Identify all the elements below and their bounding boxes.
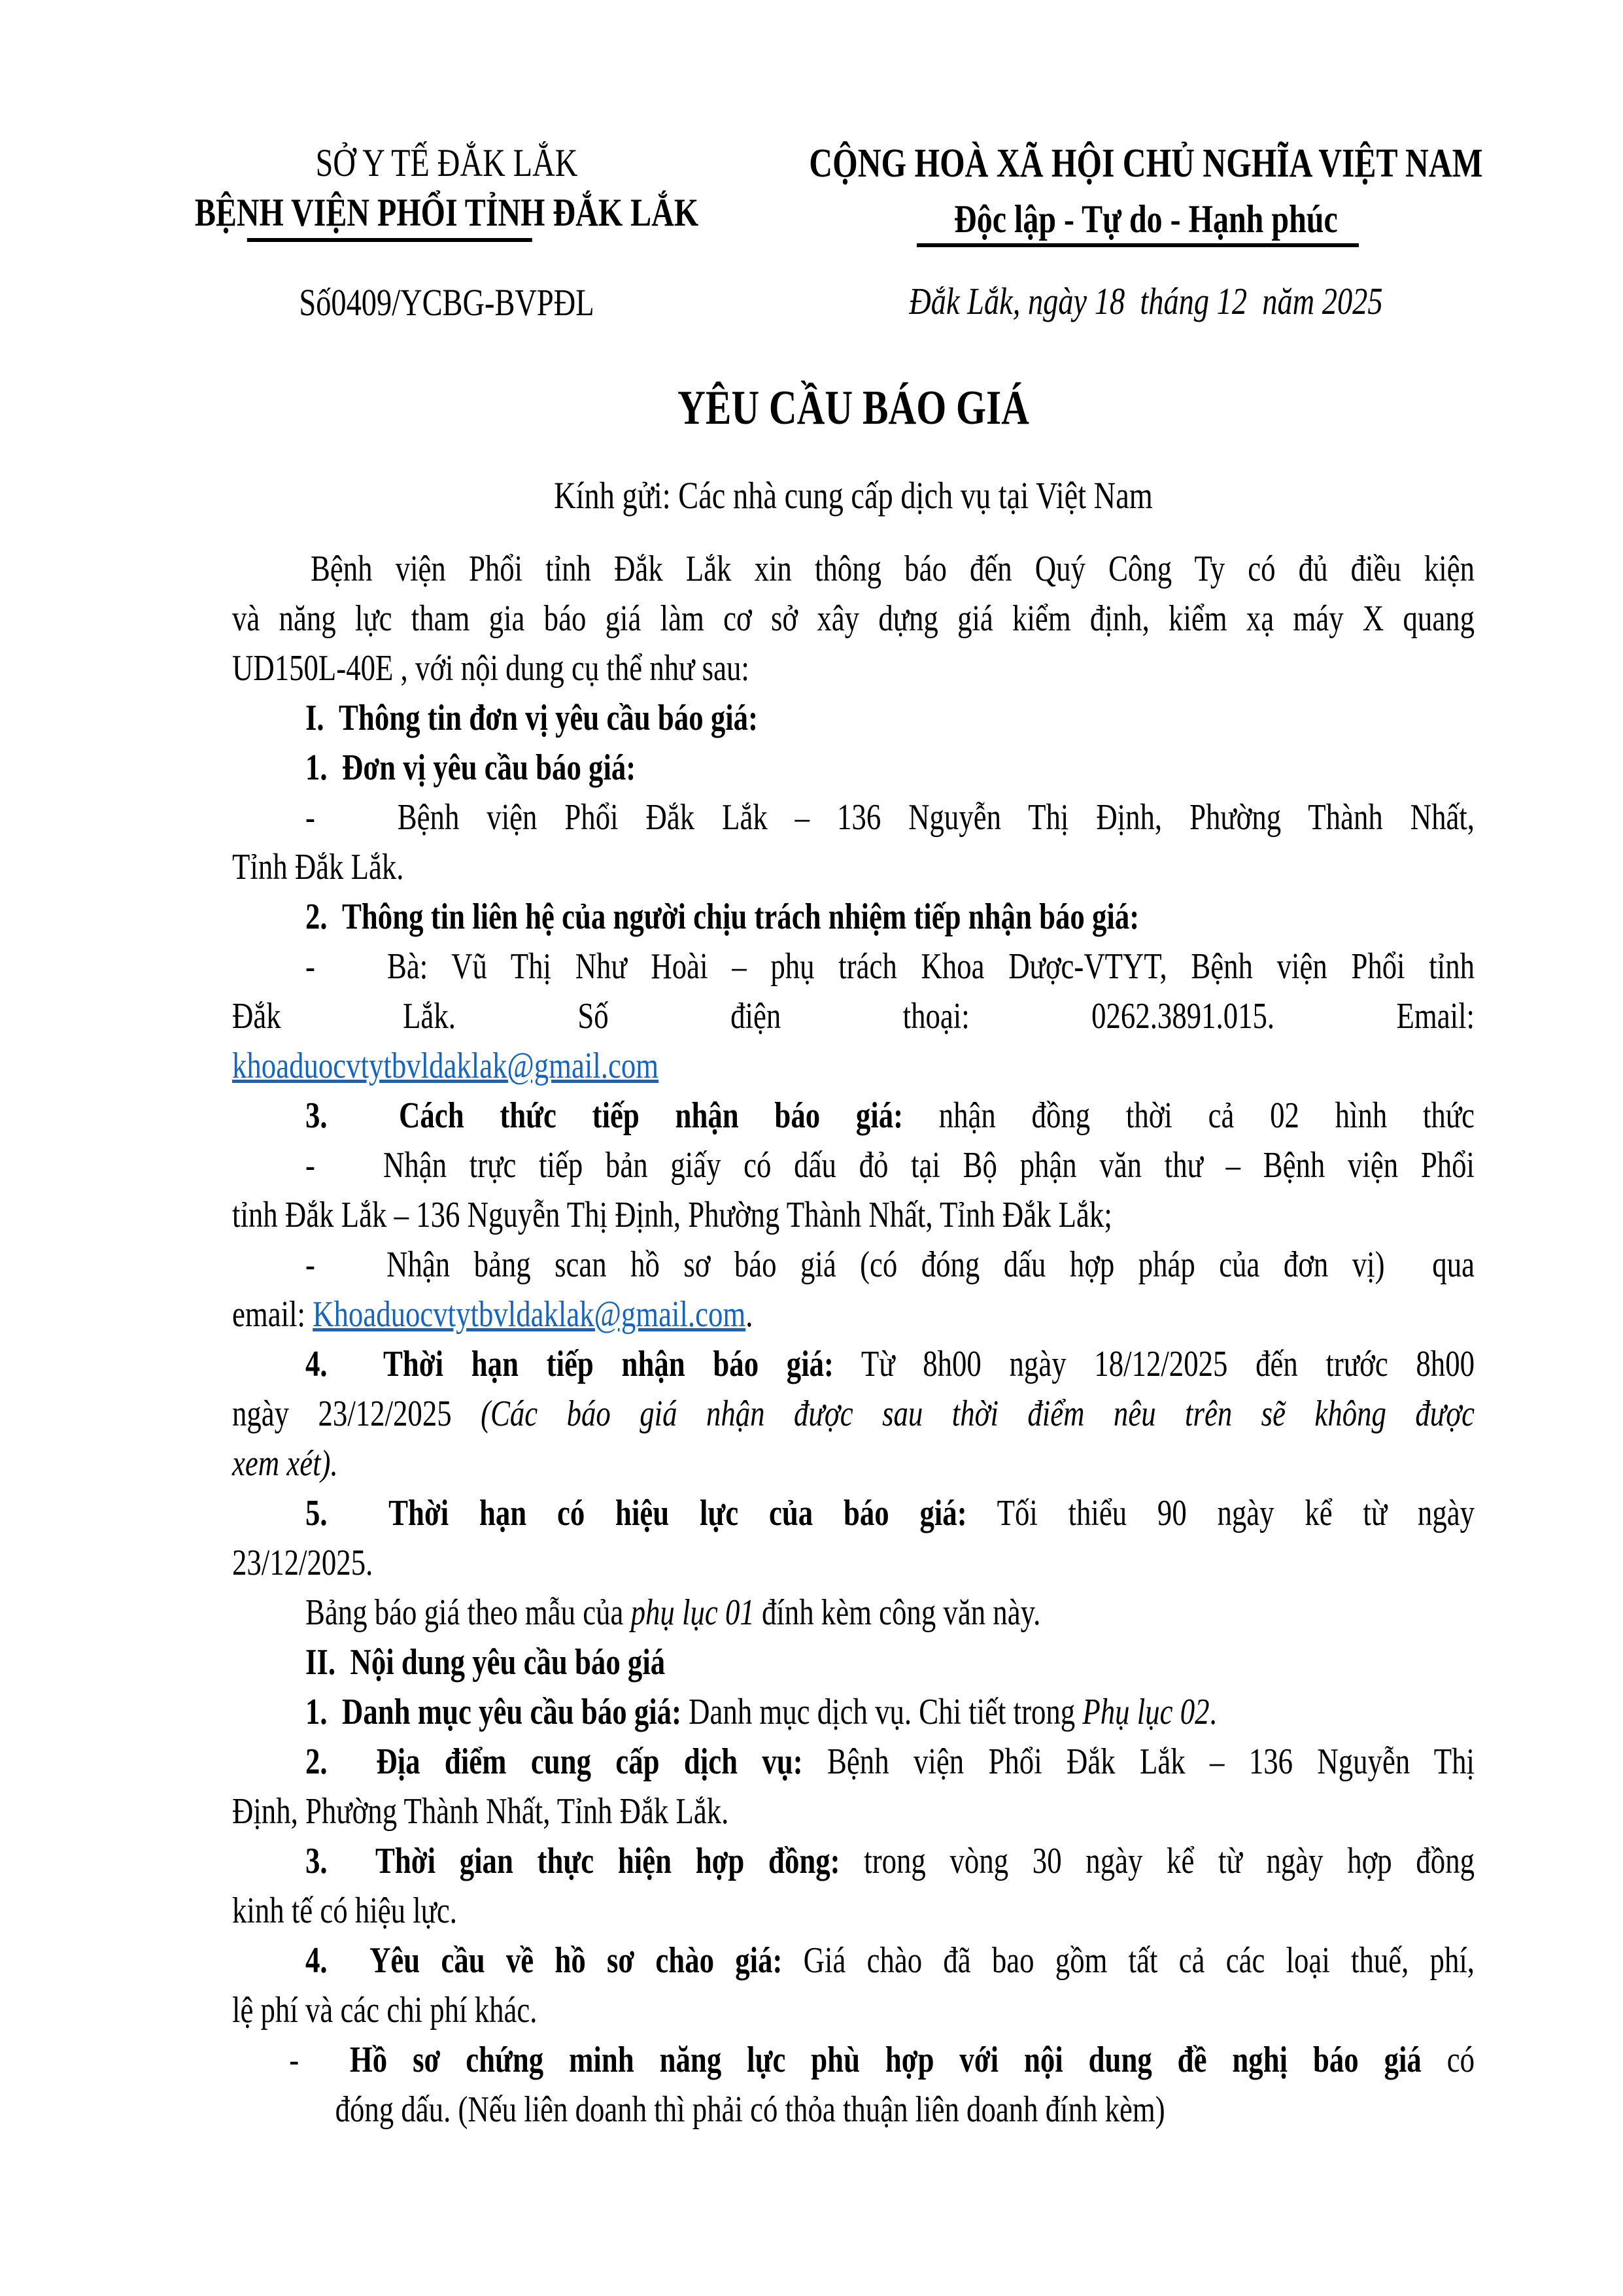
text-run: II. Nội dung yêu cầu báo giá xyxy=(305,1642,666,1683)
text-run: lệ phí và các chi phí khác. xyxy=(232,1990,538,2030)
body-line xyxy=(232,743,1475,793)
text-run: 3. Cách thức tiếp nhận báo giá: xyxy=(305,1095,904,1136)
text-run: 2. Địa điểm cung cấp dịch vụ: xyxy=(305,1741,803,1782)
text-run: ngày 23/12/2025 xyxy=(232,1394,481,1434)
body-line xyxy=(232,1389,1475,1439)
body-line xyxy=(232,1091,1475,1140)
body-line xyxy=(232,1190,1475,1240)
organization-name: BỆNH VIỆN PHỔI TỈNH ĐẮK LẮK xyxy=(194,191,699,234)
body-line xyxy=(232,1140,1475,1190)
body-line xyxy=(232,1787,1475,1836)
text-run: 4. Yêu cầu về hồ sơ chào giá: xyxy=(305,1940,783,1981)
body-line xyxy=(232,1687,1475,1737)
text-run: trong vòng 30 ngày kể từ ngày hợp đồng xyxy=(840,1841,1475,1881)
text-run: 3. Thời gian thực hiện hợp đồng: xyxy=(305,1841,840,1881)
text-run: 23/12/2025. xyxy=(232,1543,373,1583)
text-run: Bệnh viện Phổi tỉnh Đắk Lắk xin thông báo đến Quý Công Ty có đủ điều kiện xyxy=(311,549,1475,589)
body-line xyxy=(232,942,1475,991)
text-run: email: xyxy=(232,1294,313,1335)
text-run: kinh tế có hiệu lực. xyxy=(232,1891,458,1931)
header-left-column xyxy=(152,139,741,348)
body-line xyxy=(232,2085,1475,2134)
text-run: (Các báo giá nhận được sau thời điểm nêu trên sẽ không được xyxy=(481,1394,1475,1434)
body-line xyxy=(232,1886,1475,1936)
body-line xyxy=(232,544,1475,594)
text-run: 1. Danh mục yêu cầu báo giá: xyxy=(305,1692,681,1732)
body-line xyxy=(232,1985,1475,2035)
text-run: tỉnh Đắk Lắk – 136 Nguyễn Thị Định, Phường Thành Nhất, Tỉnh Đắk Lắk; xyxy=(232,1195,1112,1235)
text-run: Đắk Lắk. Số điện thoại: 0262.3891.015. Email: xyxy=(232,996,1475,1037)
body-line xyxy=(232,1936,1475,1985)
text-run: và năng lực tham gia báo giá làm cơ sở xây dựng giá kiểm định, kiểm xạ máy X quang xyxy=(232,598,1475,639)
salutation: Kính gửi: Các nhà cung cấp dịch vụ tại Việt Nam xyxy=(554,474,1153,517)
motto-underline xyxy=(917,243,1359,247)
title-block xyxy=(232,381,1475,521)
national-motto-line1: CỘNG HOÀ XÃ HỘI CHỦ NGHĨA VIỆT NAM xyxy=(809,141,1483,186)
body-line xyxy=(232,693,1475,743)
document-body xyxy=(232,544,1475,2134)
email-link[interactable]: khoaduocvtytbvldaklak@gmail.com xyxy=(232,1046,659,1086)
place-and-date: Đắk Lắk, ngày 18 tháng 12 năm 2025 xyxy=(909,280,1383,322)
body-line xyxy=(232,1339,1475,1389)
body-line xyxy=(232,2035,1475,2085)
text-run: 4. Thời hạn tiếp nhận báo giá: xyxy=(305,1344,834,1384)
text-run: đính kèm công văn này. xyxy=(754,1592,1041,1633)
text-run: UD150L-40E , với nội dung cụ thể như sau: xyxy=(232,648,749,689)
organization-underline xyxy=(247,238,532,242)
issuing-authority: SỞ Y TẾ ĐẮK LẮK xyxy=(315,141,578,184)
text-run: có xyxy=(1421,2040,1475,2080)
body-line xyxy=(232,1041,1475,1091)
body-line xyxy=(232,1240,1475,1290)
text-run: phụ lục 01 xyxy=(630,1592,755,1633)
text-run: Bệnh viện Phổi Đắk Lắk – 136 Nguyễn Thị xyxy=(802,1741,1475,1782)
text-run: Danh mục dịch vụ. Chi tiết trong xyxy=(681,1692,1083,1732)
body-line xyxy=(232,793,1475,842)
email-link[interactable]: Khoaduocvtytbvldaklak@gmail.com xyxy=(313,1294,746,1335)
body-line xyxy=(232,1588,1475,1637)
text-run: đóng dấu. (Nếu liên doanh thì phải có thỏa thuận liên doanh đính kèm) xyxy=(335,2089,1165,2130)
national-motto-line2: Độc lập - Tự do - Hạnh phúc xyxy=(954,197,1338,241)
text-run: Giá chào đã bao gồm tất cả các loại thuế, phí, xyxy=(782,1940,1475,1981)
body-line xyxy=(232,842,1475,892)
text-run: Hồ sơ chứng minh năng lực phù hợp với nội dung đề nghị báo giá xyxy=(349,2040,1422,2080)
document-title: YÊU CẦU BÁO GIÁ xyxy=(677,381,1029,435)
text-run: nhận đồng thời cả 02 hình thức xyxy=(903,1095,1475,1136)
body-line xyxy=(232,1538,1475,1588)
text-run: Phụ lục 02 xyxy=(1082,1692,1210,1732)
text-run: Định, Phường Thành Nhất, Tỉnh Đắk Lắk. xyxy=(232,1791,729,1832)
text-run: I. Thông tin đơn vị yêu cầu báo giá: xyxy=(305,698,758,738)
body-line xyxy=(232,1737,1475,1787)
body-line xyxy=(232,594,1475,643)
body-line xyxy=(232,1836,1475,1886)
body-line xyxy=(232,1488,1475,1538)
text-run: 1. Đơn vị yêu cầu báo giá: xyxy=(305,747,636,788)
text-run: Bảng báo giá theo mẫu của xyxy=(305,1592,631,1633)
text-run: Tối thiểu 90 ngày kể từ ngày xyxy=(966,1493,1475,1534)
text-run: - Bệnh viện Phổi Đắk Lắk – 136 Nguyễn Thị Định, Phường Thành Nhất, xyxy=(305,797,1475,838)
text-run: - xyxy=(289,2040,350,2080)
text-run: - Nhận bảng scan hồ sơ báo giá (có đóng dấu hợp pháp của đơn vị) qua xyxy=(305,1244,1475,1285)
text-run: . xyxy=(745,1294,753,1335)
header-right-column xyxy=(765,139,1527,348)
text-run: 2. Thông tin liên hệ của người chịu trách nhiệm tiếp nhận báo giá: xyxy=(305,897,1140,937)
text-run: - Bà: Vũ Thị Như Hoài – phụ trách Khoa Dược-VTYT, Bệnh viện Phổi tỉnh xyxy=(305,946,1475,987)
text-run: 5. Thời hạn có hiệu lực của báo giá: xyxy=(305,1493,967,1534)
text-run: Từ 8h00 ngày 18/12/2025 đến trước 8h00 xyxy=(833,1344,1475,1384)
text-run: - Nhận trực tiếp bản giấy có dấu đỏ tại Bộ phận văn thư – Bệnh viện Phổi xyxy=(305,1145,1475,1186)
text-run: xem xét). xyxy=(232,1443,338,1484)
body-line xyxy=(232,1439,1475,1488)
body-line xyxy=(232,892,1475,942)
text-run: Tỉnh Đắk Lắk. xyxy=(232,847,404,887)
body-line xyxy=(232,1637,1475,1687)
document-reference-number: Số0409/YCBG-BVPĐL xyxy=(299,281,594,324)
body-line xyxy=(232,991,1475,1041)
text-run: . xyxy=(1209,1692,1217,1732)
body-line xyxy=(232,1290,1475,1339)
body-line xyxy=(232,643,1475,693)
